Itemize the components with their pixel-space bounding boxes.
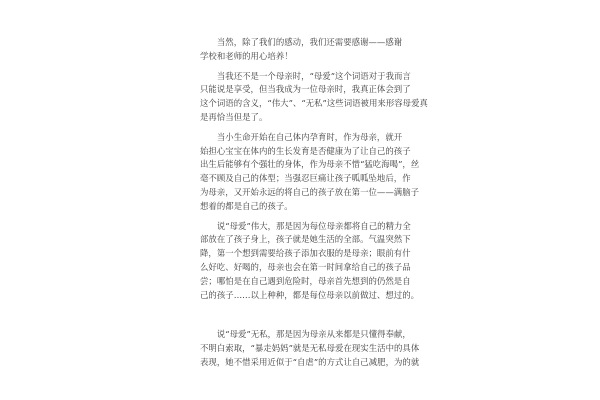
text-line: 为母亲，又开始永远的将自己的孩子放在第一位——满脑子 — [200, 186, 420, 197]
text-line: 当我还不是一个母亲时，“母爱”这个词语对于我而言 — [200, 70, 411, 81]
text-line: 毫不顾及自己的体型；当强忍巨痛让孩子呱呱坠地后，作 — [200, 173, 411, 184]
paragraph-thanks — [200, 36, 407, 64]
text-line: 始担心宝宝在体内的生长发育是否健康为了让自己的孩子 — [200, 145, 411, 156]
paragraph-mother-love-meaning — [200, 70, 428, 125]
text-line: 这个词语的含义，“伟大”、“无私”这些词语被用来形容母爱真 — [200, 98, 428, 109]
text-line: 只能说是享受，但当我成为一位母亲时，我真正体会到了 — [200, 84, 411, 95]
text-line: 说“母爱”无私，那是因为母亲从来都是只懂得奉献， — [200, 329, 411, 340]
document-body — [200, 36, 428, 376]
text-line: 出生后能够有个强壮的身体，作为母亲不惜“猛吃海喝”，丝 — [200, 159, 420, 170]
text-line: 降，第一个想到需要给孩子添加衣服的是母亲；眼前有什 — [200, 248, 411, 259]
text-line: 尝；哪怕是在自己遇到危险时，母亲首先想到的仍然是自 — [200, 275, 411, 286]
paragraph-selflessness — [200, 328, 420, 369]
text-line: 部放在了孩子身上，孩子就是她生活的全部。气温突然下 — [200, 234, 411, 245]
text-line: 说“母爱”伟大，那是因为每位母亲都将自己的精力全 — [200, 220, 411, 231]
text-line: 当然，除了我们的感动，我们还需要感谢——感谢 — [200, 37, 403, 47]
text-line: 是再恰当但是了。 — [200, 111, 268, 122]
paragraph-spacer — [200, 308, 407, 328]
text-line: 么好吃、好喝的，母亲也会在第一时间拿给自己的孩子品 — [200, 261, 411, 272]
text-line: 想着的都是自己的孩子。 — [200, 200, 293, 211]
text-line: 当小生命开始在自己体内孕育时，作为母亲，就开 — [200, 131, 403, 142]
text-line: 学校和老师的用心培养！ — [200, 50, 293, 61]
paragraph-greatness — [200, 220, 420, 303]
paragraph-pregnancy — [200, 131, 420, 214]
text-line: 己的孩子……以上种种，都是每位母亲以前做过、想过的。 — [200, 289, 420, 300]
text-line: 不明白索取，“暴走妈妈”就是无私母爱在现实生活中的具体 — [200, 343, 420, 354]
text-line: 表现，她不惜采用近似于“自虐”的方式让自己减肥，为的就 — [200, 356, 420, 367]
